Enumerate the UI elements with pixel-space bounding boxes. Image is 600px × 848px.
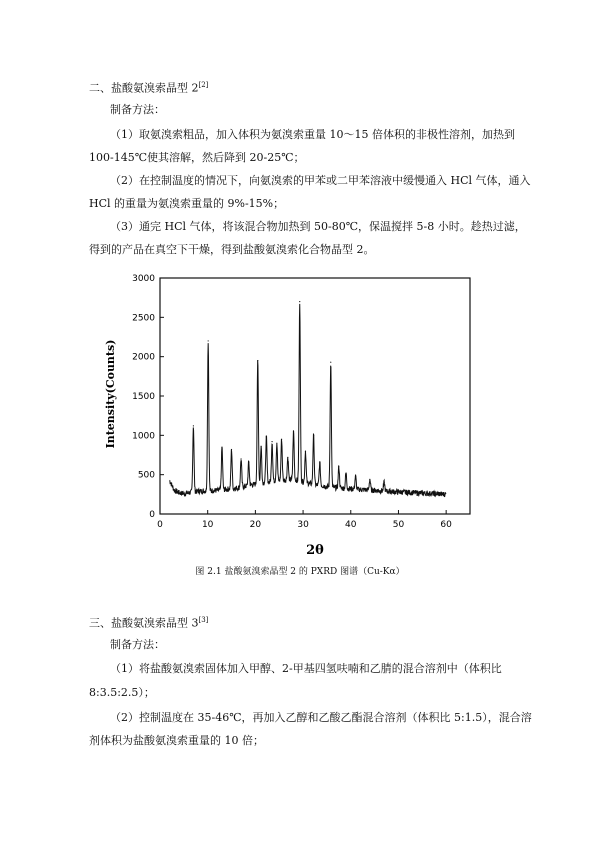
pxrd-chart-svg bbox=[100, 262, 480, 562]
section-2-heading bbox=[89, 78, 208, 96]
peak-point bbox=[313, 435, 314, 436]
peak-point bbox=[240, 458, 241, 459]
y-axis-label: Intensity(Counts) bbox=[104, 339, 117, 449]
peak-point bbox=[193, 425, 194, 426]
section-2-step-2-line-1: （2）在控制温度的情况下，向氨溴索的甲苯或二甲苯溶液中缓慢通入 HCl 气体，通入 bbox=[110, 174, 531, 187]
pxrd-pattern-line bbox=[170, 304, 446, 497]
peak-point bbox=[248, 461, 249, 462]
x-tick-label: 0 bbox=[157, 520, 163, 530]
reference-3: [3] bbox=[198, 616, 209, 624]
y-tick-label: 500 bbox=[137, 470, 155, 481]
peak-point bbox=[305, 450, 306, 451]
section-2-step-1-line-2: 100-145℃使其溶解，然后降到 20-25℃； bbox=[89, 151, 305, 164]
x-tick-label: 10 bbox=[201, 520, 214, 530]
section-3-heading-text: 三、盐酸氨溴索晶型 3 bbox=[89, 616, 199, 630]
peak-point bbox=[287, 457, 288, 458]
peak-point bbox=[208, 340, 209, 341]
section-3-step-1-line-1: （1）将盐酸氨溴索固体加入甲醇、2-甲基四氢呋喃和乙腈的混合溶剂中（体积比 bbox=[110, 662, 502, 675]
peak-point bbox=[221, 447, 222, 448]
figure-caption: 图 2.1 盐酸氨溴索晶型 2 的 PXRD 图谱（Cu-Kα） bbox=[195, 567, 405, 577]
reference-2: [2] bbox=[198, 81, 209, 89]
x-tick-label: 60 bbox=[440, 520, 452, 530]
section-2-step-3-line-2: 得到的产品在真空下干燥，得到盐酸氨溴索化合物晶型 2。 bbox=[89, 243, 375, 256]
section-3-step-2-line-1: （2）控制温度在 35-46℃，再加入乙醇和乙酸乙酯混合溶剂（体积比 5:1.5），混合溶 bbox=[110, 711, 532, 724]
y-tick-label: 3000 bbox=[132, 274, 155, 284]
peak-point bbox=[369, 479, 370, 480]
x-tick-label: 20 bbox=[249, 520, 262, 530]
peak-point bbox=[355, 476, 356, 477]
y-tick-label: 1500 bbox=[132, 392, 155, 402]
section-2-step-1-line-1: （1）取氨溴索粗品，加入体积为氨溴索重量 10～15 倍体积的非极性溶剂，加热到 bbox=[110, 128, 515, 141]
peak-point bbox=[338, 466, 339, 467]
pxrd-chart bbox=[100, 262, 480, 562]
y-tick-label: 1000 bbox=[132, 431, 155, 442]
y-tick-label: 2500 bbox=[132, 313, 155, 324]
peak-point bbox=[319, 462, 320, 463]
peak-point bbox=[271, 441, 272, 442]
peak-point bbox=[281, 439, 282, 440]
section-2-heading-text: 二、盐酸氨溴索晶型 2 bbox=[89, 81, 199, 95]
peak-point bbox=[330, 362, 331, 363]
peak-point bbox=[345, 472, 346, 473]
y-tick-label: 2000 bbox=[132, 352, 155, 363]
section-3-heading bbox=[89, 613, 208, 631]
section-3-step-1-line-2: 8:3.5:2.5）； bbox=[89, 686, 155, 699]
section-2-step-3-line-1: （3）通完 HCl 气体，将该混合物加热到 50-80℃，保温搅拌 5-8 小时。趁热过滤， bbox=[110, 220, 526, 233]
peak-point bbox=[293, 431, 294, 432]
peak-point bbox=[276, 443, 277, 444]
peak-point bbox=[384, 482, 385, 483]
peak-point bbox=[231, 449, 232, 450]
peak-point bbox=[257, 360, 258, 361]
peak-point bbox=[299, 301, 300, 302]
x-axis-label: 2θ bbox=[306, 543, 324, 558]
peak-point bbox=[266, 436, 267, 437]
section-2-step-2-line-2: HCl 的重量为氨溴索重量的 9%-15%； bbox=[89, 197, 285, 210]
x-tick-label: 30 bbox=[297, 520, 309, 530]
y-tick-label: 0 bbox=[149, 510, 155, 520]
x-tick-label: 50 bbox=[392, 520, 405, 530]
peak-point bbox=[261, 446, 262, 447]
x-tick-label: 40 bbox=[345, 520, 357, 530]
section-2-method-title: 制备方法： bbox=[110, 103, 165, 116]
section-3-step-2-line-2: 剂体积为盐酸氨溴索重量的 10 倍； bbox=[89, 734, 264, 747]
section-3-method-title: 制备方法： bbox=[110, 638, 165, 651]
